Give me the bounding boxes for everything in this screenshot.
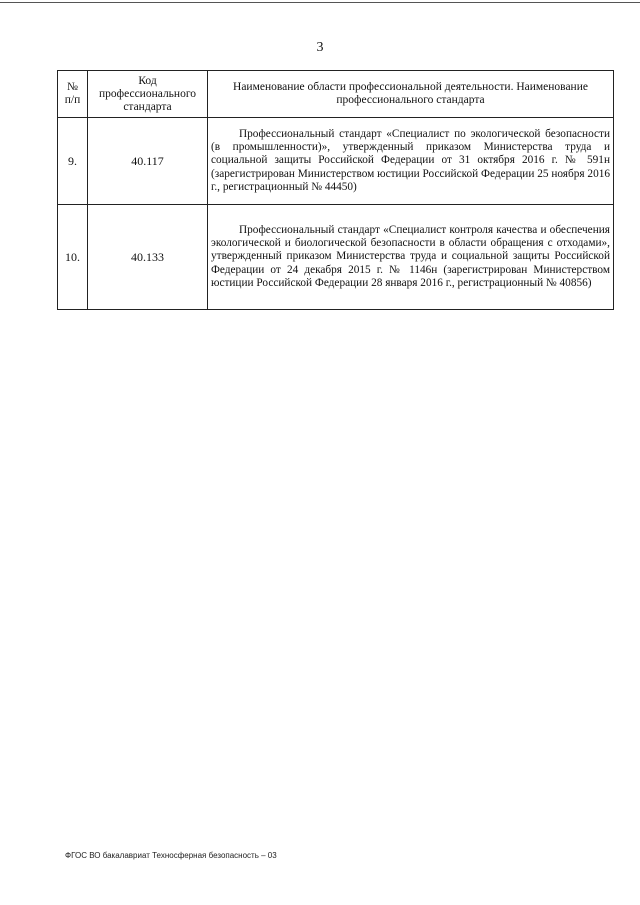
row-name: Профессиональный стандарт «Специалист по экологической безопасности (в промышленности)», утвержденный приказом Министерства труда и социальной защиты Российской Федерации от 31 октября 2016 г. № 591н (зарегистрирован Министерством юстиции Российской Федерации 25 ноября 2016 г., регистрационный № 44450) [208,118,614,205]
row-name: Профессиональный стандарт «Специалист контроля качества и обеспечения экологической и биологической безопасности в области обращения с отходами», утвержденный приказом Министерства труда и социальной защиты Российской Федерации от 24 декабря 2015 г. № 1146н (зарегистрирован Министерством юстиции Российской Федерации 28 января 2016 г., регистрационный № 40856) [208,205,614,310]
row-number: 10. [58,205,88,310]
header-name: Наименование области профессиональной деятельности. Наименование профессионального стандарта [208,71,614,118]
row-code: 40.117 [88,118,208,205]
table-row [58,205,614,310]
header-number: № п/п [58,71,88,118]
row-code: 40.133 [88,205,208,310]
table-row [58,118,614,205]
document-footer: ФГОС ВО бакалавриат Техносферная безопасность – 03 [65,851,277,860]
table-header-row [58,71,614,118]
page-number: 3 [316,40,324,55]
header-code: Код профессионального стандарта [88,71,208,118]
professional-standards-table [57,70,614,310]
row-number: 9. [58,118,88,205]
top-edge-line [0,2,640,3]
